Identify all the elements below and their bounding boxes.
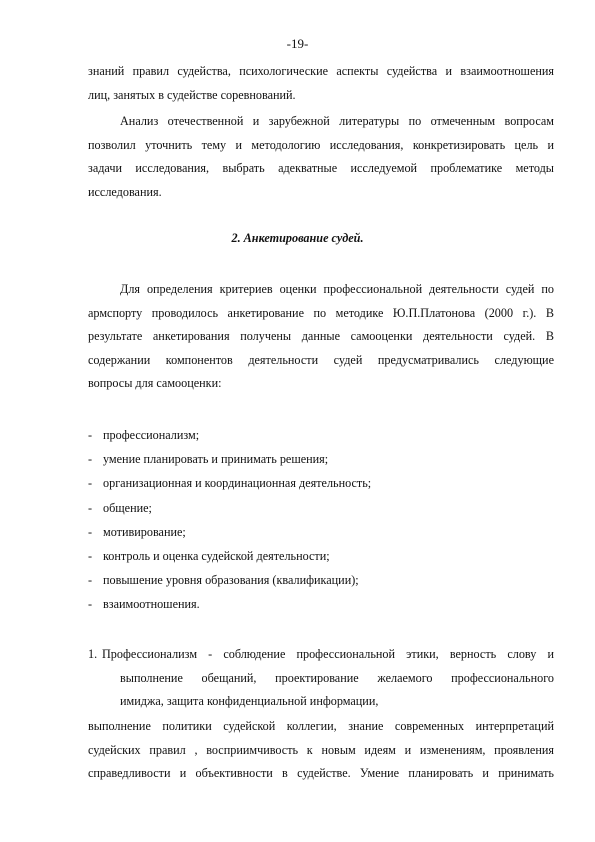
intro-paragraph [88, 60, 554, 107]
survey-line-3: результате анкетирования получены данные самооценки деятельности судей. В [88, 329, 554, 344]
list-item-text: профессионализм; [103, 428, 200, 442]
analysis-line-1: Анализ отечественной и зарубежной литературы по отмеченным вопросам [120, 114, 554, 128]
survey-line-4: содержании компонентов деятельности судей предусматривались следующие [88, 352, 554, 367]
analysis-paragraph [88, 110, 554, 204]
list-item [88, 471, 554, 495]
self-assessment-question-list [88, 423, 554, 617]
dash-marker: - [88, 597, 93, 612]
list-item-text: мотивирование; [103, 524, 186, 539]
list-item [88, 447, 554, 471]
list-item-text: повышение уровня образования (квалификации); [103, 573, 359, 588]
list-item [88, 544, 554, 568]
dash-marker: - [88, 524, 93, 539]
list-item [88, 592, 554, 616]
analysis-line-3: задачи исследования, выбрать адекватные исследуемой проблематике методы [88, 161, 554, 176]
intro-line-1: знаний правил судейства, психологические аспекты судейства и взаимоотношения [88, 64, 554, 78]
list-item-text: взаимоотношения. [103, 597, 200, 612]
closing-line-3: справедливости и объективности в судействе. Умение планировать и принимать [88, 766, 554, 781]
dash-marker: - [88, 549, 93, 564]
list-item [88, 423, 554, 447]
survey-paragraph [88, 278, 554, 396]
analysis-line-2: позволил уточнить тему и методологию исследования, конкретизировать цель и [88, 137, 554, 152]
list-item-text: контроль и оценка судейской деятельности; [103, 549, 330, 564]
list-item [88, 520, 554, 544]
dash-marker: - [88, 476, 93, 491]
item-number: 1. [88, 647, 98, 661]
survey-line-2: армспорту проводилось анкетирование по методике Ю.П.Платонова (2000 г.). В [88, 305, 554, 320]
numbered-item-1 [88, 643, 554, 714]
item-text [102, 643, 554, 714]
list-item [88, 568, 554, 592]
analysis-line-4: исследования. [88, 184, 162, 199]
item-line-1: Профессионализм - соблюдение профессиональной этики, верность слову и [102, 647, 554, 661]
closing-line-2: судейских правил , восприимчивость к новым идеям и изменениям, проявления [88, 742, 554, 757]
list-item-text: общение; [103, 500, 152, 515]
intro-line-2: лиц, занятых в судействе соревнований. [88, 87, 296, 102]
dash-marker: - [88, 452, 93, 467]
closing-paragraph [88, 715, 554, 786]
item-line-3: имиджа, защита конфиденциальной информации, [120, 694, 379, 709]
section-heading: 2. Анкетирование судей. [231, 231, 364, 245]
dash-marker: - [88, 500, 93, 515]
page-number: -19- [286, 36, 309, 51]
dash-marker: - [88, 428, 93, 442]
item-line-2: выполнение обещаний, проектирование желаемого профессионального [120, 670, 554, 685]
list-item [88, 496, 554, 520]
closing-line-1: выполнение политики судейской коллегии, знание современных интерпретаций [88, 719, 554, 733]
list-item-text: организационная и координационная деятельность; [103, 476, 372, 491]
survey-line-5: вопросы для самооценки: [88, 376, 222, 391]
dash-marker: - [88, 573, 93, 588]
list-item-text: умение планировать и принимать решения; [103, 452, 329, 467]
survey-line-1: Для определения критериев оценки профессиональной деятельности судей по [120, 282, 554, 296]
